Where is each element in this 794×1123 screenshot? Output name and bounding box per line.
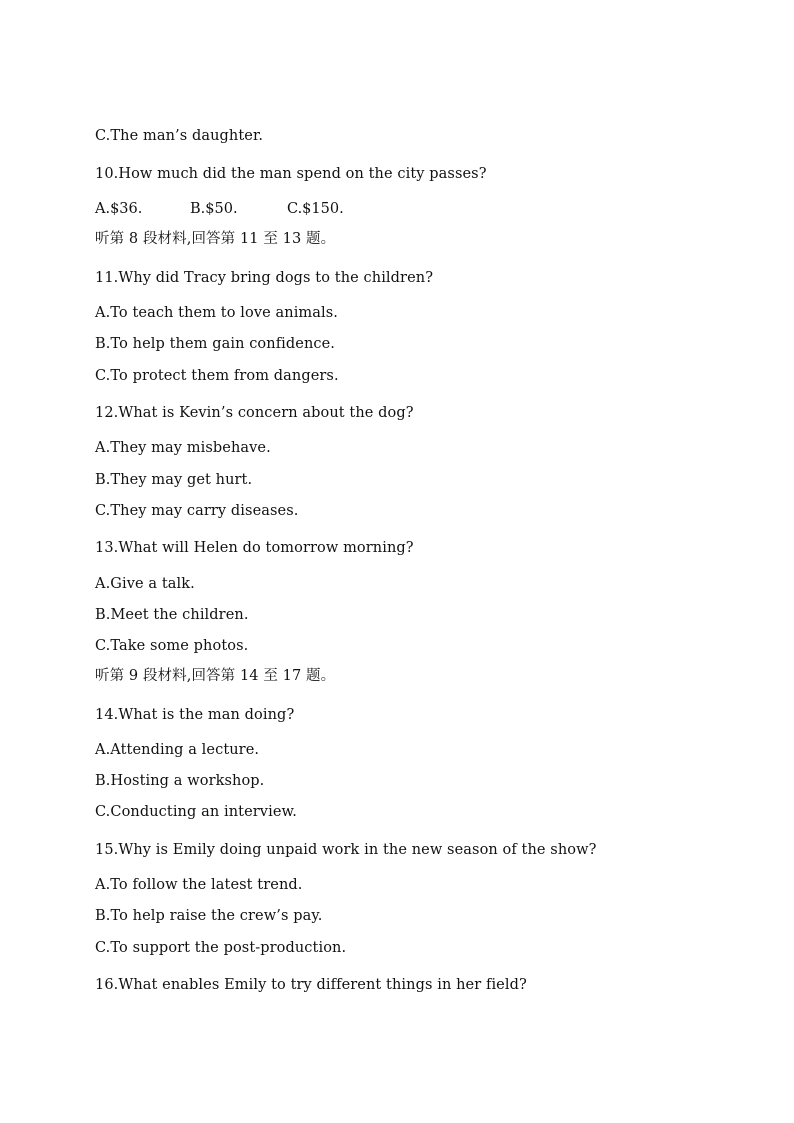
question-13: 13.What will Helen do tomorrow morning? (95, 540, 414, 556)
question-10: 10.How much did the man spend on the city passes? (95, 166, 487, 182)
question-14: 14.What is the man doing? (95, 707, 295, 723)
q10-option-c: C.$150. (287, 201, 344, 217)
q12-option-b: B.They may get hurt. (95, 472, 253, 488)
q9-option-c: C.The man’s daughter. (95, 128, 264, 144)
q11-option-a: A.To teach them to love animals. (95, 305, 339, 321)
q12-option-a: A.They may misbehave. (95, 440, 271, 456)
section-heading-8: 听第 8 段材料,回答第 11 至 13 题。 (95, 231, 336, 247)
question-12: 12.What is Kevin’s concern about the dog? (95, 405, 414, 421)
question-16: 16.What enables Emily to try different things in her field? (95, 977, 527, 993)
q15-option-a: A.To follow the latest trend. (95, 877, 303, 893)
q15-option-c: C.To support the post-production. (95, 940, 347, 956)
question-11: 11.Why did Tracy bring dogs to the children? (95, 270, 434, 286)
q14-option-b: B.Hosting a workshop. (95, 773, 265, 789)
section-heading-9: 听第 9 段材料,回答第 14 至 17 题。 (95, 668, 336, 684)
q13-option-c: C.Take some photos. (95, 638, 249, 654)
q13-option-b: B.Meet the children. (95, 607, 249, 623)
q14-option-a: A.Attending a lecture. (95, 742, 260, 758)
q10-option-a: A.$36. (95, 201, 143, 217)
q11-option-b: B.To help them gain confidence. (95, 336, 336, 352)
q11-option-c: C.To protect them from dangers. (95, 368, 339, 384)
q10-option-b: B.$50. (190, 201, 238, 217)
q13-option-a: A.Give a talk. (95, 576, 195, 592)
question-15: 15.Why is Emily doing unpaid work in the new season of the show? (95, 842, 597, 858)
q15-option-b: B.To help raise the crew’s pay. (95, 908, 323, 924)
q12-option-c: C.They may carry diseases. (95, 503, 299, 519)
q14-option-c: C.Conducting an interview. (95, 804, 298, 820)
